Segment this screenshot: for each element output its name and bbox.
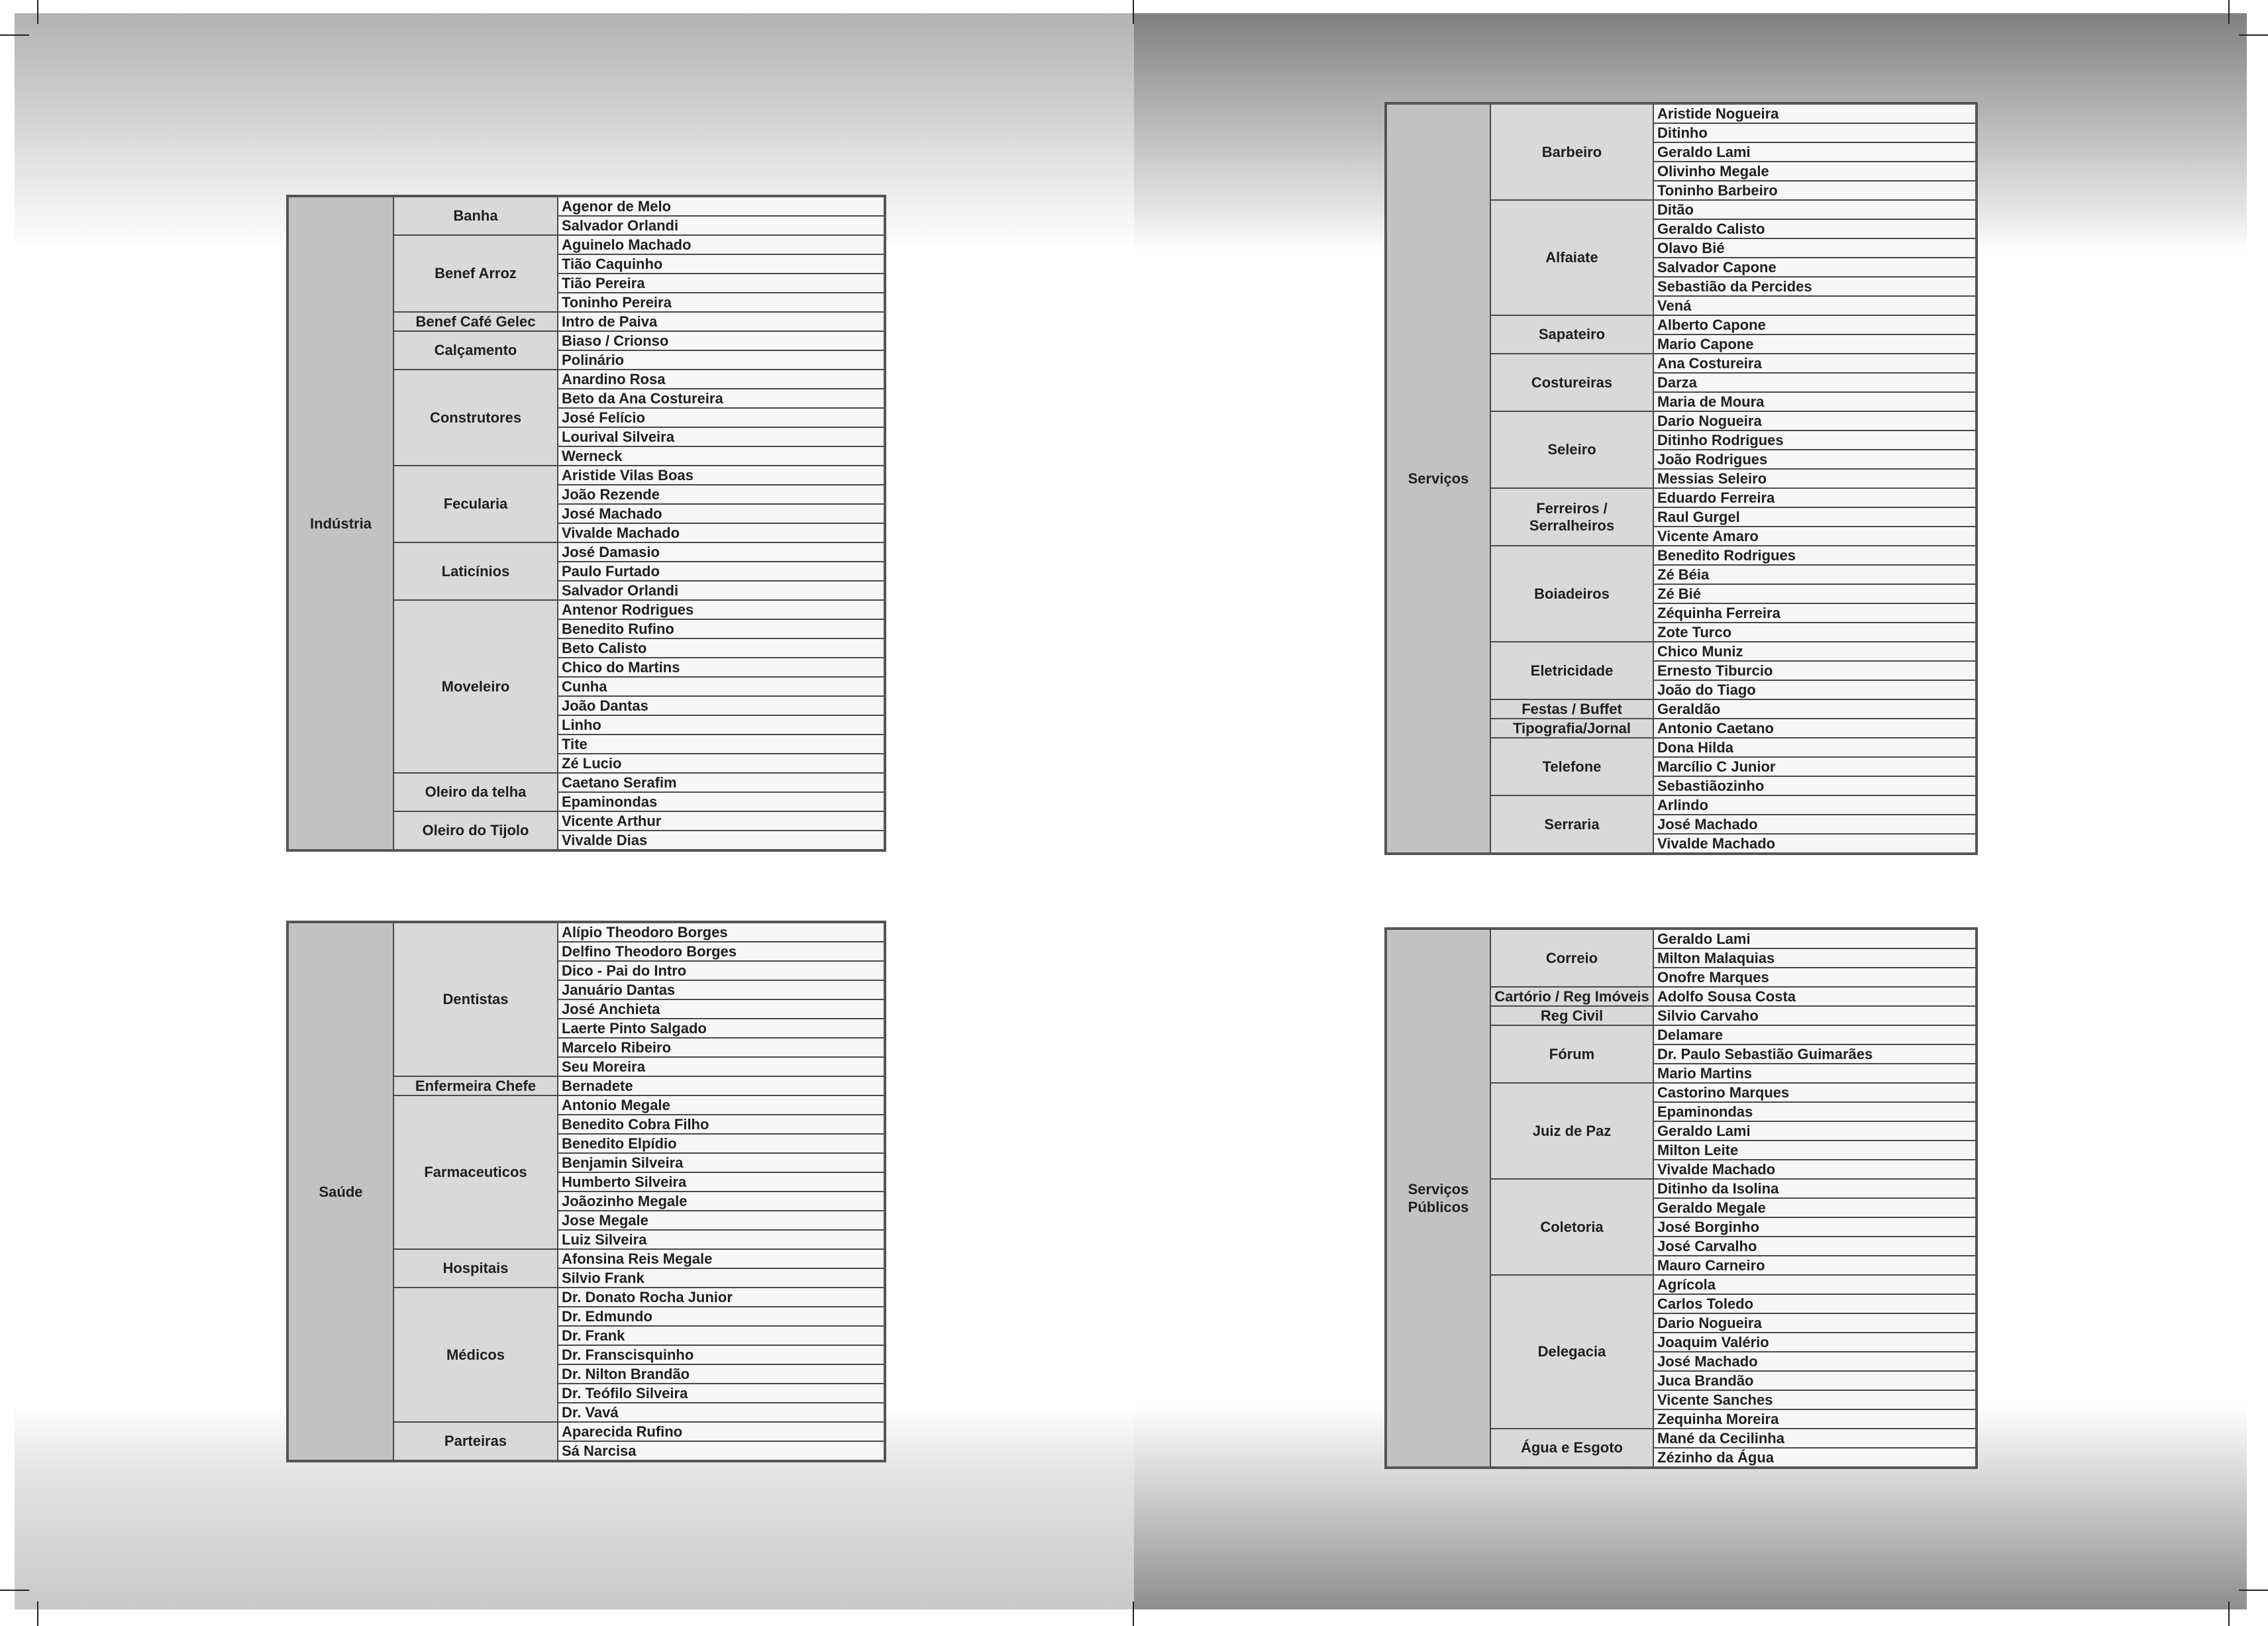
name-cell: Alípio Theodoro Borges bbox=[558, 922, 885, 942]
name-cell: Sá Narcisa bbox=[558, 1441, 885, 1461]
name-cell: José Damasio bbox=[558, 542, 885, 562]
sub-category-cell: Sapateiro bbox=[1490, 315, 1653, 354]
table-servicos-publicos bbox=[1384, 927, 1978, 1469]
sub-category-cell: Calçamento bbox=[393, 331, 558, 370]
crop-mark bbox=[1133, 1601, 1134, 1626]
name-cell: Zé Bié bbox=[1653, 584, 1977, 603]
name-cell: José Carvalho bbox=[1653, 1237, 1977, 1256]
name-cell: Adolfo Sousa Costa bbox=[1653, 987, 1977, 1006]
name-cell: Mario Martins bbox=[1653, 1064, 1977, 1083]
name-cell: Aristide Vilas Boas bbox=[558, 466, 885, 485]
name-cell: Aparecida Rufino bbox=[558, 1422, 885, 1441]
name-cell: Agrícola bbox=[1653, 1275, 1977, 1294]
table-row bbox=[1386, 103, 1977, 123]
sub-category-cell: Cartório / Reg Imóveis bbox=[1490, 987, 1653, 1006]
name-cell: Dona Hilda bbox=[1653, 738, 1977, 757]
name-cell: Dr. Franscisquinho bbox=[558, 1345, 885, 1364]
name-cell: Olavo Bié bbox=[1653, 238, 1977, 258]
name-cell: Jose Megale bbox=[558, 1211, 885, 1230]
name-cell: Silvio Carvaho bbox=[1653, 1006, 1977, 1025]
name-cell: Humberto Silveira bbox=[558, 1172, 885, 1192]
name-cell: Januário Dantas bbox=[558, 980, 885, 999]
sub-category-cell: Banha bbox=[393, 196, 558, 235]
sub-category-cell: Festas / Buffet bbox=[1490, 699, 1653, 719]
name-cell: Benedito Rufino bbox=[558, 619, 885, 638]
sub-category-cell: Boiadeiros bbox=[1490, 546, 1653, 642]
sub-category-cell: Benef Arroz bbox=[393, 235, 558, 312]
sub-category-cell: Laticínios bbox=[393, 542, 558, 600]
name-cell: Dario Nogueira bbox=[1653, 411, 1977, 431]
name-cell: Arlindo bbox=[1653, 795, 1977, 815]
name-cell: Vicente Sanches bbox=[1653, 1390, 1977, 1409]
name-cell: Agenor de Melo bbox=[558, 196, 885, 216]
name-cell: José Machado bbox=[1653, 1352, 1977, 1371]
name-cell: Sebastiãozinho bbox=[1653, 776, 1977, 795]
name-cell: Polinário bbox=[558, 350, 885, 370]
name-cell: Joaquim Valério bbox=[1653, 1333, 1977, 1352]
name-cell: Lourival Silveira bbox=[558, 427, 885, 446]
sub-category-cell: Eletricidade bbox=[1490, 642, 1653, 699]
name-cell: Antenor Rodrigues bbox=[558, 600, 885, 619]
name-cell: Luiz Silveira bbox=[558, 1230, 885, 1249]
name-cell: Eduardo Ferreira bbox=[1653, 488, 1977, 507]
name-cell: José Borginho bbox=[1653, 1217, 1977, 1237]
sub-category-cell: Telefone bbox=[1490, 738, 1653, 795]
main-category-cell: Serviços bbox=[1386, 103, 1490, 854]
name-cell: Biaso / Crionso bbox=[558, 331, 885, 350]
name-cell: Zézinho da Água bbox=[1653, 1448, 1977, 1468]
name-cell: Vicente Arthur bbox=[558, 811, 885, 831]
name-cell: Epaminondas bbox=[1653, 1102, 1977, 1121]
name-cell: Delamare bbox=[1653, 1025, 1977, 1044]
sub-category-cell: Delegacia bbox=[1490, 1275, 1653, 1429]
name-cell: Milton Malaquias bbox=[1653, 948, 1977, 968]
name-cell: Salvador Orlandi bbox=[558, 216, 885, 235]
name-cell: Dario Nogueira bbox=[1653, 1313, 1977, 1333]
sub-category-cell: Alfaiate bbox=[1490, 200, 1653, 315]
sub-category-cell: Fórum bbox=[1490, 1025, 1653, 1083]
name-cell: Marcelo Ribeiro bbox=[558, 1038, 885, 1057]
name-cell: Werneck bbox=[558, 446, 885, 466]
name-cell: Salvador Orlandi bbox=[558, 581, 885, 600]
name-cell: Mario Capone bbox=[1653, 334, 1977, 354]
sub-category-cell: Barbeiro bbox=[1490, 103, 1653, 200]
name-cell: Vivalde Machado bbox=[558, 523, 885, 542]
name-cell: José Machado bbox=[558, 504, 885, 523]
sub-category-cell: Hospitais bbox=[393, 1249, 558, 1288]
name-cell: Benjamin Silveira bbox=[558, 1153, 885, 1172]
sub-category-cell: Médicos bbox=[393, 1288, 558, 1422]
name-cell: Zéquinha Ferreira bbox=[1653, 603, 1977, 623]
sub-category-cell: Farmaceuticos bbox=[393, 1095, 558, 1249]
name-cell: Linho bbox=[558, 715, 885, 735]
name-cell: Intro de Paiva bbox=[558, 312, 885, 331]
main-category-cell: Saúde bbox=[287, 922, 393, 1461]
name-cell: Paulo Furtado bbox=[558, 562, 885, 581]
sub-category-cell: Enfermeira Chefe bbox=[393, 1076, 558, 1095]
name-cell: Antonio Caetano bbox=[1653, 719, 1977, 738]
name-cell: Salvador Capone bbox=[1653, 258, 1977, 277]
sub-category-cell: Serraria bbox=[1490, 795, 1653, 854]
name-cell: Bernadete bbox=[558, 1076, 885, 1095]
name-cell: Geraldo Lami bbox=[1653, 1121, 1977, 1141]
name-cell: Zote Turco bbox=[1653, 623, 1977, 642]
sub-category-cell: Reg Civil bbox=[1490, 1006, 1653, 1025]
name-cell: Vivalde Machado bbox=[1653, 834, 1977, 854]
name-cell: Joãozinho Megale bbox=[558, 1192, 885, 1211]
name-cell: Chico do Martins bbox=[558, 658, 885, 677]
name-cell: Aguinelo Machado bbox=[558, 235, 885, 254]
name-cell: Marcílio C Junior bbox=[1653, 757, 1977, 776]
name-cell: Geraldo Calisto bbox=[1653, 219, 1977, 238]
sub-category-cell: Parteiras bbox=[393, 1422, 558, 1461]
table-servicos bbox=[1384, 102, 1978, 855]
name-cell: Beto Calisto bbox=[558, 638, 885, 658]
name-cell: Olivinho Megale bbox=[1653, 162, 1977, 181]
crop-mark bbox=[1133, 0, 1134, 24]
crop-mark bbox=[2239, 1590, 2268, 1591]
name-cell: Sebastião da Percides bbox=[1653, 277, 1977, 296]
name-cell: Dr. Edmundo bbox=[558, 1307, 885, 1326]
name-cell: Benedito Elpídio bbox=[558, 1134, 885, 1153]
name-cell: Toninho Pereira bbox=[558, 293, 885, 312]
name-cell: Toninho Barbeiro bbox=[1653, 181, 1977, 200]
name-cell: Geraldo Megale bbox=[1653, 1198, 1977, 1217]
name-cell: Vivalde Machado bbox=[1653, 1160, 1977, 1179]
name-cell: José Anchieta bbox=[558, 999, 885, 1019]
name-cell: Raul Gurgel bbox=[1653, 507, 1977, 527]
name-cell: Delfino Theodoro Borges bbox=[558, 942, 885, 961]
name-cell: Dr. Paulo Sebastião Guimarães bbox=[1653, 1044, 1977, 1064]
name-cell: Anardino Rosa bbox=[558, 370, 885, 389]
name-cell: Cunha bbox=[558, 677, 885, 696]
name-cell: Geraldo Lami bbox=[1653, 142, 1977, 162]
name-cell: Mauro Carneiro bbox=[1653, 1256, 1977, 1275]
crop-mark bbox=[2239, 34, 2268, 36]
name-cell: Dr. Teófilo Silveira bbox=[558, 1384, 885, 1403]
name-cell: Ditinho da Isolina bbox=[1653, 1179, 1977, 1198]
name-cell: Dr. Nilton Brandão bbox=[558, 1364, 885, 1384]
crop-mark bbox=[0, 1590, 29, 1591]
sub-category-cell: Oleiro do Tijolo bbox=[393, 811, 558, 850]
crop-mark bbox=[2228, 0, 2230, 24]
name-cell: Mané da Cecilinha bbox=[1653, 1429, 1977, 1448]
sub-category-cell: Juiz de Paz bbox=[1490, 1083, 1653, 1179]
name-cell: Tião Pereira bbox=[558, 274, 885, 293]
name-cell: José Machado bbox=[1653, 815, 1977, 834]
name-cell: Zé Béia bbox=[1653, 565, 1977, 584]
table-industria bbox=[286, 195, 886, 852]
name-cell: Maria de Moura bbox=[1653, 392, 1977, 411]
name-cell: Zequinha Moreira bbox=[1653, 1409, 1977, 1429]
name-cell: Chico Muniz bbox=[1653, 642, 1977, 661]
table-row bbox=[287, 196, 885, 216]
sub-category-cell: Tipografia/Jornal bbox=[1490, 719, 1653, 738]
sub-category-cell: Água e Esgoto bbox=[1490, 1429, 1653, 1468]
sub-category-cell: Benef Café Gelec bbox=[393, 312, 558, 331]
sub-category-cell: Correio bbox=[1490, 929, 1653, 987]
name-cell: João Rezende bbox=[558, 485, 885, 504]
name-cell: Onofre Marques bbox=[1653, 968, 1977, 987]
name-cell: Milton Leite bbox=[1653, 1141, 1977, 1160]
name-cell: Darza bbox=[1653, 373, 1977, 392]
name-cell: Tião Caquinho bbox=[558, 254, 885, 274]
name-cell: Benedito Rodrigues bbox=[1653, 546, 1977, 565]
name-cell: Juca Brandão bbox=[1653, 1371, 1977, 1390]
sub-category-cell: Seleiro bbox=[1490, 411, 1653, 488]
sub-category-cell: Dentistas bbox=[393, 922, 558, 1076]
name-cell: Laerte Pinto Salgado bbox=[558, 1019, 885, 1038]
sub-category-cell: Oleiro da telha bbox=[393, 773, 558, 811]
name-cell: Beto da Ana Costureira bbox=[558, 389, 885, 408]
sub-category-cell: Costureiras bbox=[1490, 354, 1653, 411]
table-row bbox=[1386, 929, 1977, 948]
name-cell: João Dantas bbox=[558, 696, 885, 715]
name-cell: Ditão bbox=[1653, 200, 1977, 219]
sub-category-cell: Moveleiro bbox=[393, 600, 558, 773]
name-cell: Ernesto Tiburcio bbox=[1653, 661, 1977, 680]
name-cell: Alberto Capone bbox=[1653, 315, 1977, 334]
main-category-cell: Serviços Públicos bbox=[1386, 929, 1490, 1468]
name-cell: Ana Costureira bbox=[1653, 354, 1977, 373]
name-cell: Geraldão bbox=[1653, 699, 1977, 719]
name-cell: Castorino Marques bbox=[1653, 1083, 1977, 1102]
name-cell: Vicente Amaro bbox=[1653, 527, 1977, 546]
sub-category-cell: Coletoria bbox=[1490, 1179, 1653, 1275]
name-cell: Dr. Frank bbox=[558, 1326, 885, 1345]
table-saude bbox=[286, 921, 886, 1462]
name-cell: João Rodrigues bbox=[1653, 450, 1977, 469]
crop-mark bbox=[0, 34, 29, 36]
name-cell: Antonio Megale bbox=[558, 1095, 885, 1115]
name-cell: Seu Moreira bbox=[558, 1057, 885, 1076]
name-cell: Geraldo Lami bbox=[1653, 929, 1977, 948]
name-cell: Silvio Frank bbox=[558, 1268, 885, 1288]
name-cell: Afonsina Reis Megale bbox=[558, 1249, 885, 1268]
name-cell: Aristide Nogueira bbox=[1653, 103, 1977, 123]
sub-category-cell: Construtores bbox=[393, 370, 558, 466]
name-cell: Zé Lucio bbox=[558, 754, 885, 773]
name-cell: Ditinho Rodrigues bbox=[1653, 431, 1977, 450]
name-cell: Vená bbox=[1653, 296, 1977, 315]
name-cell: Caetano Serafim bbox=[558, 773, 885, 792]
table-row bbox=[287, 922, 885, 942]
name-cell: Dr. Vavá bbox=[558, 1403, 885, 1422]
name-cell: Dr. Donato Rocha Junior bbox=[558, 1288, 885, 1307]
name-cell: Ditinho bbox=[1653, 123, 1977, 142]
main-category-cell: Indústria bbox=[287, 196, 393, 850]
sub-category-cell: Fecularia bbox=[393, 466, 558, 542]
crop-mark bbox=[37, 1601, 38, 1626]
name-cell: Benedito Cobra Filho bbox=[558, 1115, 885, 1134]
name-cell: Dico - Pai do Intro bbox=[558, 961, 885, 980]
crop-mark bbox=[2228, 1601, 2230, 1626]
crop-mark bbox=[37, 0, 38, 24]
name-cell: Vivalde Dias bbox=[558, 831, 885, 850]
name-cell: Epaminondas bbox=[558, 792, 885, 811]
name-cell: Carlos Toledo bbox=[1653, 1294, 1977, 1313]
name-cell: Tite bbox=[558, 735, 885, 754]
sub-category-cell: Ferreiros / Serralheiros bbox=[1490, 488, 1653, 546]
name-cell: Messias Seleiro bbox=[1653, 469, 1977, 488]
name-cell: José Felício bbox=[558, 408, 885, 427]
name-cell: João do Tiago bbox=[1653, 680, 1977, 699]
